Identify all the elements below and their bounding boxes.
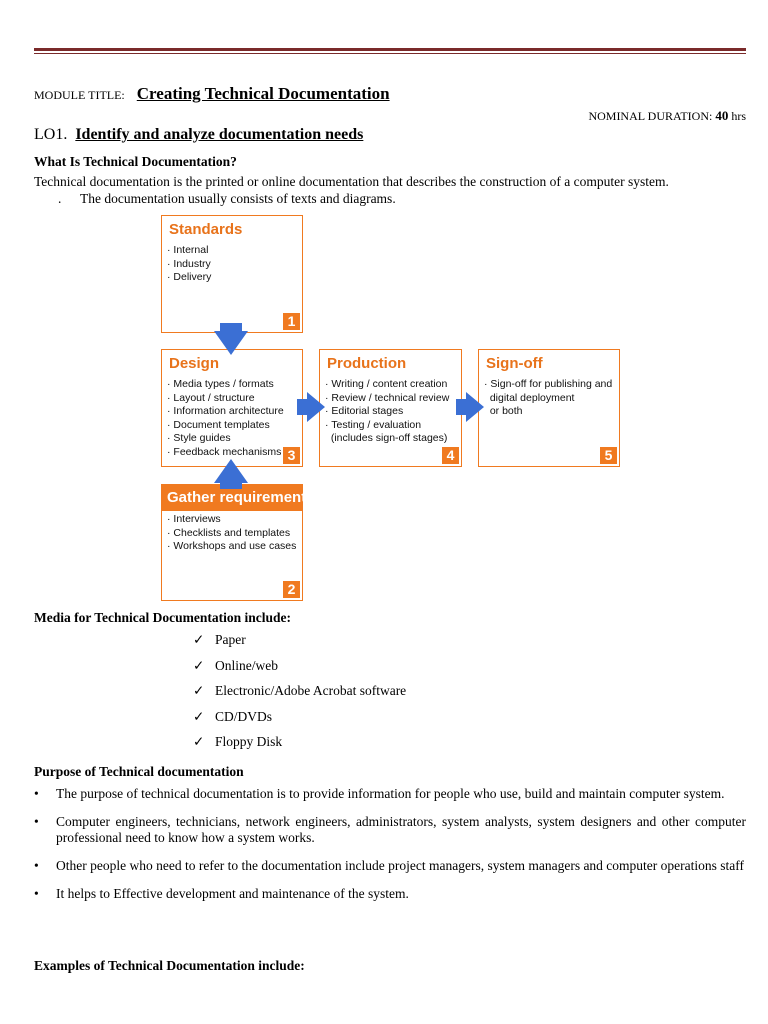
header-rule-thin <box>34 53 746 54</box>
box-item: · Sign-off for publishing and <box>484 378 613 390</box>
stray-bullet: . <box>58 191 62 206</box>
list-item: • Computer engineers, technicians, network engineers, administrators, system analysts, system designers and other computer professional need to know how a system works. <box>34 814 746 845</box>
list-item: ✓ Paper <box>193 632 246 647</box>
media-heading: Media for Technical Documentation include: <box>34 610 292 625</box>
list-item: ✓ Electronic/Adobe Acrobat software <box>193 683 407 698</box>
box-item: · Style guides <box>167 432 231 445</box>
gather-requirements-box <box>161 484 315 601</box>
box-item: · Workshops and use cases <box>167 540 297 553</box>
production-box <box>319 349 462 467</box>
module-title: Creating Technical Documentation <box>136 84 390 103</box>
definition-text: Technical documentation is the printed or online documentation that describes the construction of a computer system. <box>34 174 669 189</box>
gather-title: Gather requirements <box>167 489 315 506</box>
list-item: • The purpose of technical documentation is to provide information for people who use, build and maintain computer system. <box>34 786 725 801</box>
nominal-duration <box>588 108 746 124</box>
list-item: • Other people who need to refer to the documentation include project managers, system managers and computer operations staff <box>34 858 745 873</box>
checkmark-icon: ✓ <box>193 683 205 698</box>
box-item: · Layout / structure <box>167 391 255 404</box>
production-items <box>325 378 449 446</box>
lo-heading <box>34 126 363 144</box>
list-item: • It helps to Effective development and maintenance of the system. <box>34 886 409 901</box>
bullet-icon: • <box>34 814 39 829</box>
box-item: · Information architecture <box>167 405 284 418</box>
checkmark-icon: ✓ <box>193 632 205 647</box>
purpose-heading: Purpose of Technical documentation <box>34 764 244 779</box>
step-number-badge: 1 <box>283 313 300 330</box>
design-items <box>167 378 284 460</box>
duration-unit: hrs <box>731 109 746 123</box>
step-number-badge: 2 <box>283 581 300 598</box>
list-item: ✓ Floppy Disk <box>193 734 283 749</box>
standards-title: Standards <box>169 221 243 238</box>
gather-items <box>167 513 296 554</box>
checkmark-icon: ✓ <box>193 734 205 749</box>
step-number-badge: 3 <box>283 447 300 464</box>
arrow-down-icon <box>214 323 248 355</box>
header-rule <box>34 48 746 51</box>
module-label: MODULE TITLE: <box>34 88 125 102</box>
definition-followup-text: The documentation usually consists of texts and diagrams. <box>80 191 396 206</box>
examples-heading: Examples of Technical Documentation include: <box>34 958 305 973</box>
signoff-items <box>484 378 612 419</box>
box-item: · Industry <box>167 257 211 270</box>
checkmark-icon: ✓ <box>193 657 205 673</box>
arrow-up-icon <box>214 459 248 489</box>
signoff-title: Sign-off <box>486 355 543 372</box>
box-item: or both <box>484 405 523 418</box>
box-item: · Review / technical review <box>325 391 450 404</box>
lo-title: Identify and analyze documentation needs <box>75 126 364 143</box>
signoff-box <box>478 349 620 467</box>
bullet-icon: • <box>34 886 39 901</box>
box-item: · Interviews <box>167 513 221 525</box>
box-item: · Media types / formats <box>167 378 274 390</box>
definition-followup <box>58 191 396 207</box>
box-item: · Internal <box>167 244 209 256</box>
section-heading-what-is: What Is Technical Documentation? <box>34 154 237 169</box>
production-title: Production <box>327 355 407 372</box>
arrow-right-icon <box>456 392 484 422</box>
design-title: Design <box>169 355 220 372</box>
step-number-badge: 5 <box>600 447 617 464</box>
duration-label: NOMINAL DURATION: <box>588 109 713 123</box>
standards-items <box>167 244 211 285</box>
step-number-badge: 4 <box>442 447 459 464</box>
box-item: · Editorial stages <box>325 405 404 418</box>
media-list <box>193 632 406 760</box>
purpose-list <box>34 786 746 914</box>
lo-number: LO1. <box>34 126 68 143</box>
box-item: (includes sign-off stages) <box>325 432 448 445</box>
bullet-icon: • <box>34 786 39 801</box>
box-item: digital deployment <box>484 391 575 404</box>
duration-value: 40 <box>715 108 729 123</box>
design-box <box>161 349 303 467</box>
box-item: · Writing / content creation <box>325 378 448 390</box>
checkmark-icon: ✓ <box>193 708 205 724</box>
box-item: · Testing / evaluation <box>325 418 422 431</box>
bullet-icon: • <box>34 858 39 873</box>
arrow-right-icon <box>297 392 325 422</box>
module-line <box>34 84 390 104</box>
box-item: · Checklists and templates <box>167 526 291 539</box>
box-item: · Delivery <box>167 271 212 284</box>
list-item: ✓ Online/web <box>193 657 278 673</box>
list-item: ✓ CD/DVDs <box>193 708 273 724</box>
standards-box <box>161 215 303 333</box>
box-item: · Document templates <box>167 418 270 431</box>
box-item: · Feedback mechanisms <box>167 445 282 458</box>
